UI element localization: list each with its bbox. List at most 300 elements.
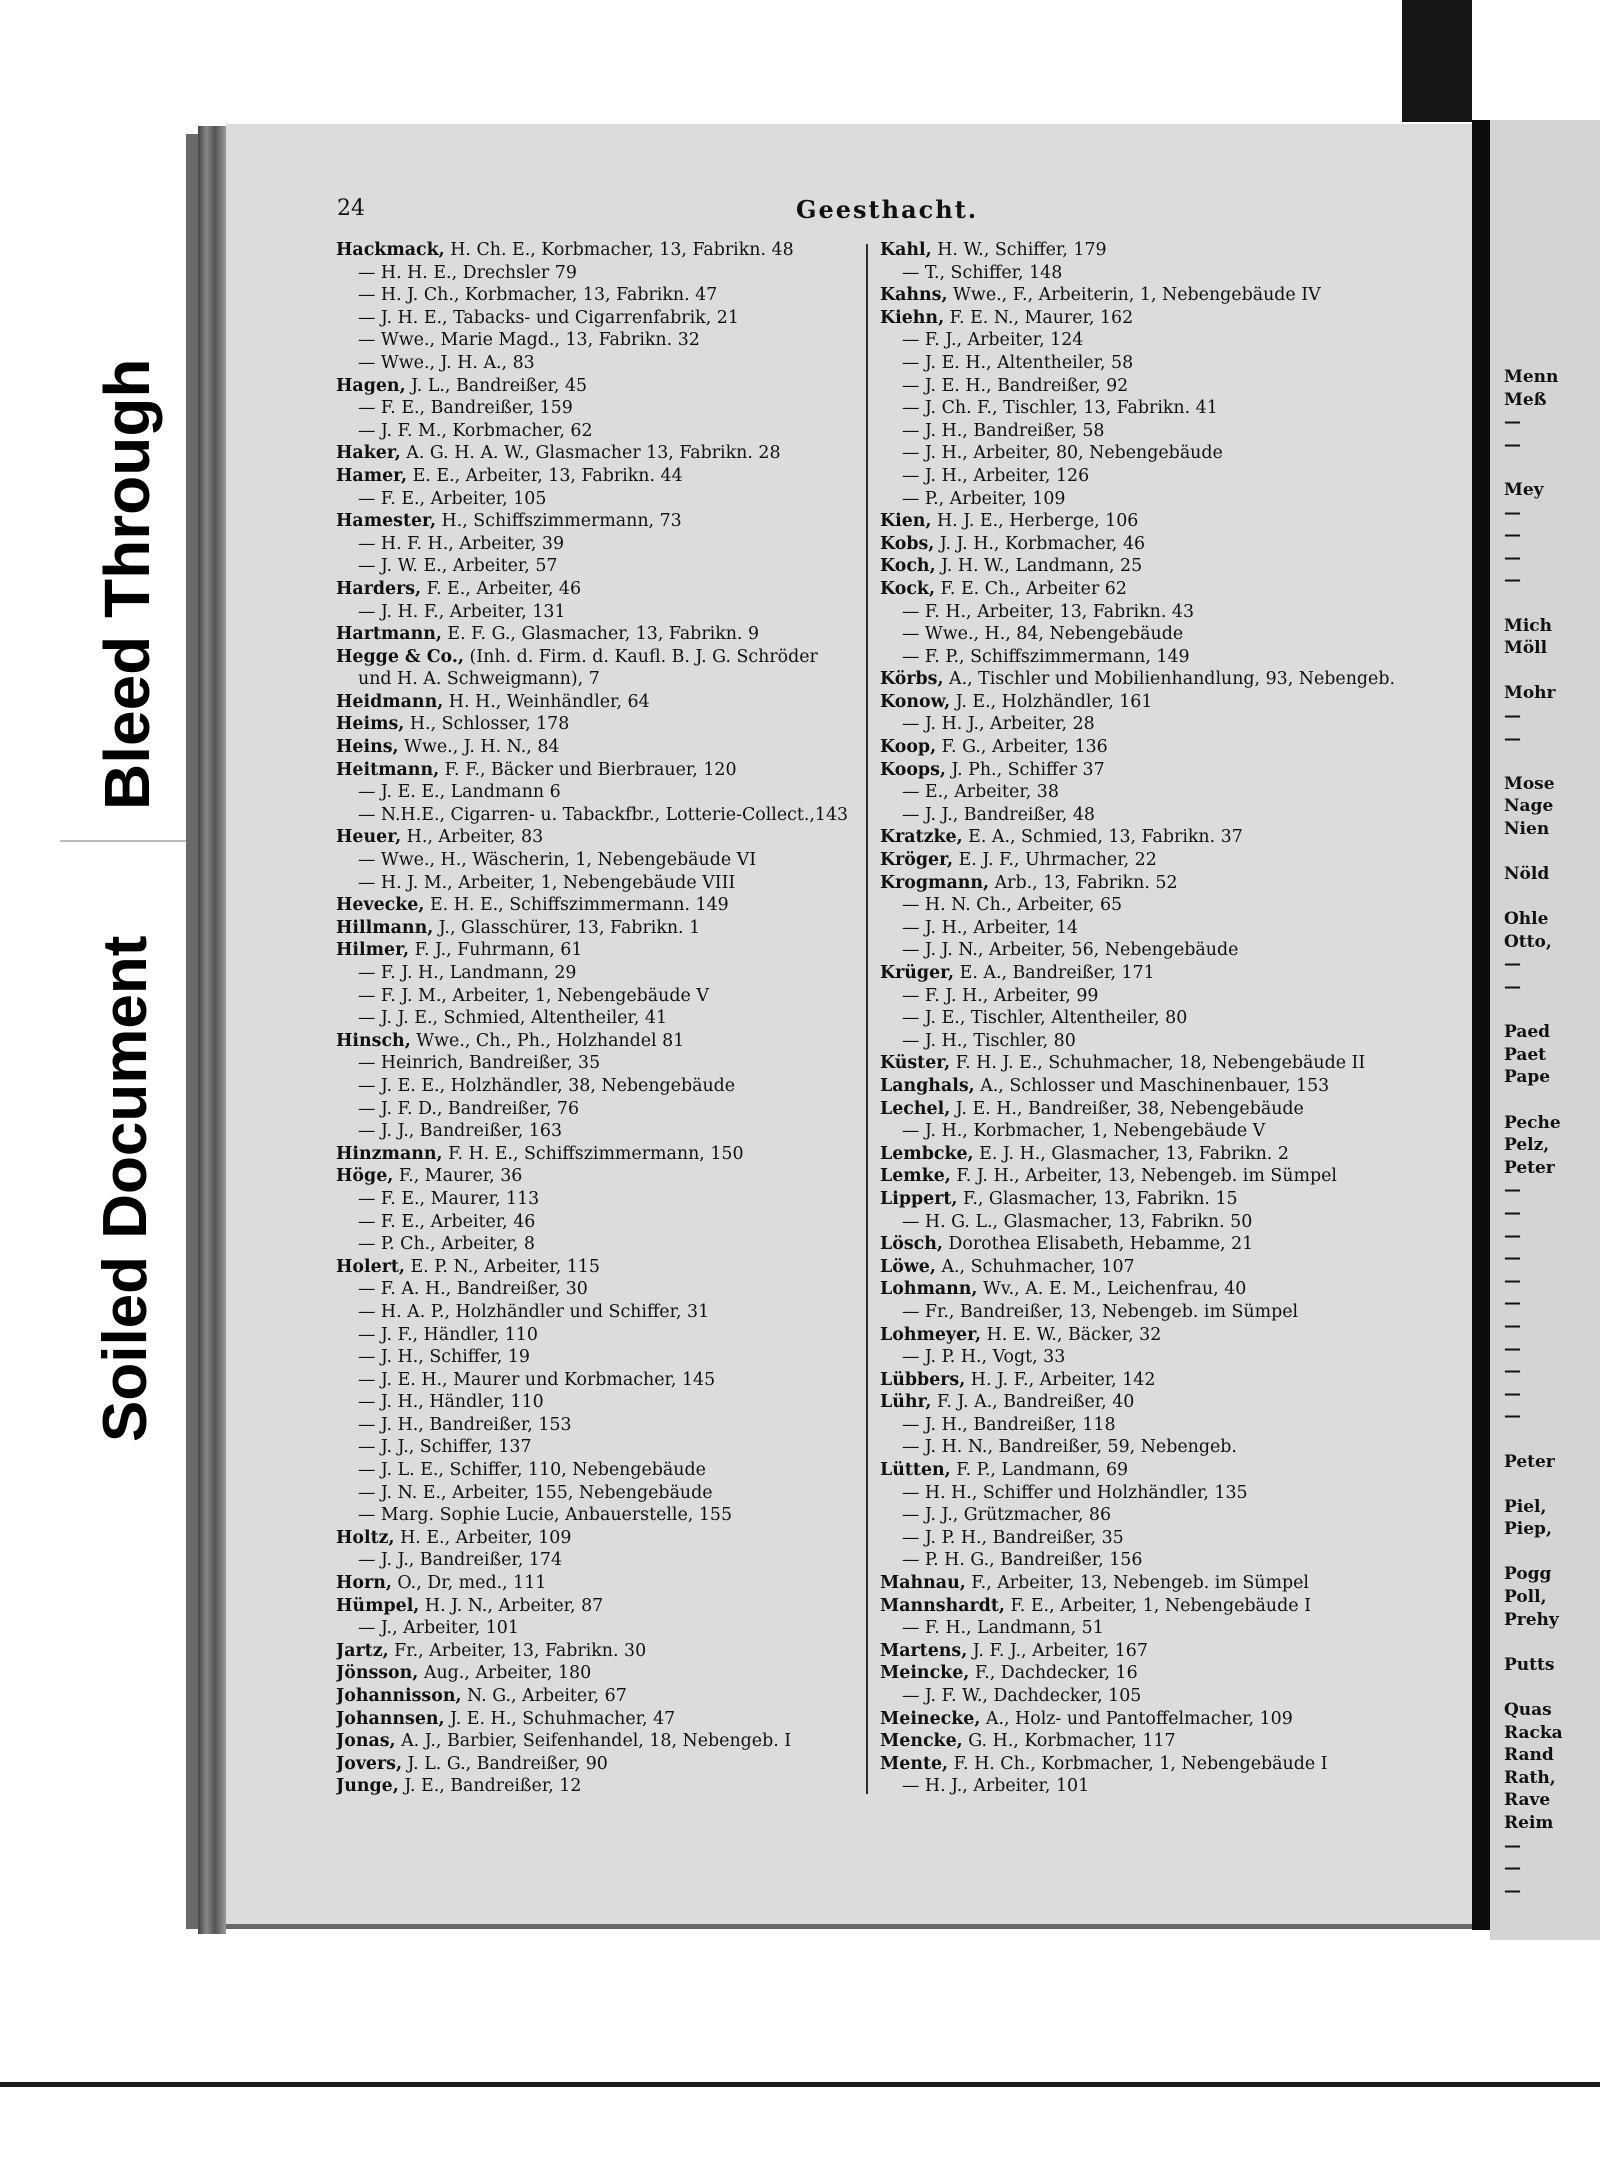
entry-details: Dorothea Elisabeth, Hebamme, 21 — [942, 1234, 1254, 1255]
entry-details: — H. J., Arbeiter, 101 — [902, 1776, 1090, 1797]
entry-details: — J. H., Händler, 110 — [358, 1392, 544, 1413]
entry-details: A. G. H. A. W., Glasmacher 13, Fabrikn. 28 — [400, 443, 781, 464]
directory-entry — [336, 668, 896, 691]
directory-entry — [880, 804, 1440, 827]
entry-surname: Holtz, — [336, 1527, 395, 1548]
directory-entry — [336, 1640, 896, 1663]
entry-details: E. A., Bandreißer, 171 — [954, 963, 1155, 983]
entry-surname: Jovers, — [336, 1753, 403, 1774]
entry-details: F. H. Ch., Korbmacher, 1, Nebengebäude I — [948, 1753, 1328, 1774]
directory-entry — [880, 1007, 1440, 1030]
directory-entry — [880, 555, 1440, 578]
entry-details: O., Dr, med., 111 — [391, 1573, 547, 1594]
running-head: Geesthacht. — [796, 195, 979, 224]
directory-entry — [336, 510, 896, 533]
next-page-fragment — [1504, 999, 1600, 1022]
next-page-fragment — [1504, 660, 1600, 683]
entry-details: — J. H. E., Tabacks- und Cigarrenfabrik, 21 — [358, 307, 739, 328]
entry-details: — J. E., Tischler, Altentheiler, 80 — [902, 1008, 1188, 1029]
next-page-fragment: — — [1504, 570, 1521, 591]
entry-details: A. J., Barbier, Seifenhandel, 18, Nebengeb. I — [395, 1731, 792, 1752]
directory-entry — [880, 849, 1440, 872]
directory-entry — [336, 1391, 896, 1414]
entry-details: — Wwe., Marie Magd., 13, Fabrikn. 32 — [358, 330, 700, 351]
directory-entry — [336, 239, 896, 262]
entry-details: H. J. E., Herberge, 106 — [931, 511, 1139, 532]
entry-details: — H. A. P., Holzhändler und Schiffer, 31 — [358, 1301, 710, 1322]
page-edges — [198, 126, 226, 1934]
next-page-fragment: Paed — [1504, 1022, 1551, 1043]
next-page-fragment — [1504, 886, 1600, 909]
entry-surname: Körbs, — [880, 669, 944, 690]
entry-details: Arb., 13, Fabrikn. 52 — [989, 872, 1178, 893]
next-page-fragment: Mohr — [1504, 683, 1556, 704]
entry-details: Wv., A. E. M., Leichenfrau, 40 — [977, 1279, 1247, 1300]
directory-entry — [336, 1549, 896, 1572]
book-gutter — [1472, 120, 1490, 1930]
entry-details: Wwe., J. H. N., 84 — [398, 737, 560, 758]
next-page-fragment: Otto, — [1504, 931, 1552, 952]
entry-details: F. H. J. E., Schuhmacher, 18, Nebengebäude II — [950, 1053, 1366, 1074]
directory-entry — [336, 1188, 896, 1211]
directory-entry — [880, 646, 1440, 669]
next-page-fragment: Peter — [1504, 1157, 1555, 1178]
entry-details: E. F. G., Glasmacher, 13, Fabrikn. 9 — [441, 624, 760, 645]
next-page — [1490, 120, 1600, 1940]
next-page-fragment — [1504, 1541, 1600, 1564]
directory-entry — [336, 555, 896, 578]
entry-details: H. E. W., Bäcker, 32 — [981, 1324, 1162, 1345]
directory-entry — [336, 1030, 896, 1053]
entry-details: E. J. H., Glasmacher, 13, Fabrikn. 2 — [973, 1143, 1289, 1164]
next-page-fragment: — — [1504, 1270, 1521, 1291]
entry-details: — J. H., Arbeiter, 126 — [902, 465, 1090, 486]
directory-entry — [336, 1775, 896, 1798]
next-page-fragment: — — [1504, 1293, 1521, 1314]
bleed-through-label: Bleed Through — [91, 358, 163, 810]
entry-details: — J. H., Arbeiter, 80, Nebengebäude — [902, 443, 1223, 464]
directory-entry — [336, 985, 896, 1008]
next-page-fragment: Peche — [1504, 1112, 1561, 1133]
directory-entry — [880, 668, 1440, 691]
entry-details: — F. A. H., Bandreißer, 30 — [358, 1279, 588, 1300]
directory-entry — [880, 894, 1440, 917]
entry-details: — Wwe., H., Wäscherin, 1, Nebengebäude VI — [358, 850, 757, 871]
entry-surname: Lohmann, — [880, 1279, 978, 1300]
next-page-fragment: — — [1504, 1858, 1521, 1879]
directory-entry — [336, 262, 896, 285]
directory-entry — [336, 713, 896, 736]
entry-details: — P., Arbeiter, 109 — [902, 488, 1066, 509]
entry-surname: Lechel, — [880, 1098, 951, 1119]
directory-entry — [336, 1075, 896, 1098]
entry-details: — J. E. E., Holzhändler, 38, Nebengebäude — [358, 1075, 736, 1096]
next-page-fragment: Nöld — [1504, 864, 1550, 885]
entry-surname: Kock, — [880, 578, 936, 599]
directory-entry — [336, 1482, 896, 1505]
entry-details: J. L., Bandreißer, 45 — [405, 375, 588, 396]
directory-entry — [336, 533, 896, 556]
next-page-fragment: Reim — [1504, 1813, 1554, 1833]
entry-surname: Lübbers, — [880, 1369, 966, 1390]
entry-surname: Kiehn, — [880, 307, 945, 328]
next-page-fragment — [1504, 1631, 1600, 1654]
entry-details: — P. H. G., Bandreißer, 156 — [902, 1550, 1143, 1571]
entry-details: J. L. G., Bandreißer, 90 — [402, 1753, 608, 1774]
directory-entry — [336, 1369, 896, 1392]
entry-details: — J. H., Korbmacher, 1, Nebengebäude V — [902, 1121, 1266, 1142]
next-page-fragment: — — [1504, 1361, 1521, 1382]
entry-details: — J. E. H., Bandreißer, 92 — [902, 375, 1129, 396]
next-page-fragment: — — [1504, 954, 1521, 975]
entry-details: E. P. N., Arbeiter, 115 — [404, 1256, 600, 1277]
entry-details: — F. H., Arbeiter, 13, Fabrikn. 43 — [902, 601, 1195, 622]
entry-surname: Lühr, — [880, 1392, 932, 1413]
entry-details: N. G., Arbeiter, 67 — [461, 1686, 627, 1706]
directory-entry — [880, 465, 1440, 488]
scan-dark-strip — [1402, 0, 1472, 122]
directory-entry — [880, 1211, 1440, 1234]
next-page-fragment: — — [1504, 1880, 1521, 1901]
next-page-fragment: Rave — [1504, 1790, 1551, 1811]
next-page-fragment: Mich — [1504, 615, 1552, 636]
entry-surname: Hilmer, — [336, 940, 410, 961]
entry-details: — H. F. H., Arbeiter, 39 — [358, 533, 565, 554]
entry-details: — J. L. E., Schiffer, 110, Nebengebäude — [358, 1460, 706, 1481]
entry-surname: Höge, — [336, 1166, 394, 1187]
next-page-fragment: Rath, — [1504, 1767, 1556, 1788]
entry-details: A., Schuhmacher, 107 — [935, 1256, 1135, 1277]
entry-details: — J. J. N., Arbeiter, 56, Nebengebäude — [902, 940, 1239, 961]
entry-surname: Langhals, — [880, 1075, 975, 1096]
entry-surname: Lohmeyer, — [880, 1324, 982, 1345]
entry-details: — J. N. E., Arbeiter, 155, Nebengebäude — [358, 1482, 713, 1503]
entry-details: H., Arbeiter, 83 — [401, 827, 544, 848]
entry-details: F. J. A., Bandreißer, 40 — [931, 1392, 1135, 1413]
next-page-fragment: — — [1504, 547, 1521, 568]
directory-entry — [880, 1301, 1440, 1324]
directory-entry — [880, 1482, 1440, 1505]
entry-details: — F. E., Arbeiter, 46 — [358, 1211, 536, 1232]
directory-entry — [336, 646, 896, 669]
directory-entry — [880, 1753, 1440, 1776]
next-page-fragment — [1504, 1473, 1600, 1496]
directory-entry — [880, 781, 1440, 804]
entry-details: — J. F., Händler, 110 — [358, 1324, 538, 1345]
entry-surname: Heims, — [336, 714, 405, 735]
directory-entry — [880, 1256, 1440, 1279]
directory-entry — [880, 939, 1440, 962]
next-page-fragment: Menn — [1504, 367, 1559, 387]
directory-entry — [880, 352, 1440, 375]
entry-details: — J. H., Bandreißer, 153 — [358, 1414, 572, 1435]
next-page-fragment: — — [1504, 1202, 1521, 1223]
entry-surname: Löwe, — [880, 1256, 936, 1277]
entry-details: F., Dachdecker, 16 — [969, 1663, 1138, 1684]
directory-entry — [880, 1030, 1440, 1053]
entry-surname: Heidmann, — [336, 691, 444, 712]
directory-entry — [880, 759, 1440, 782]
entry-details: J. E. H., Schuhmacher, 47 — [444, 1708, 676, 1729]
entry-details: G. H., Korbmacher, 117 — [962, 1731, 1176, 1752]
directory-entry — [880, 1640, 1440, 1663]
directory-entry — [880, 1595, 1440, 1618]
entry-details: — J. H. J., Arbeiter, 28 — [902, 714, 1095, 735]
entry-surname: Krogmann, — [880, 872, 990, 893]
next-page-fragment: Nien — [1504, 818, 1550, 839]
entry-details: J. F. J., Arbeiter, 167 — [967, 1640, 1148, 1661]
directory-entry — [336, 736, 896, 759]
entry-details: E. H. E., Schiffszimmermann. 149 — [424, 895, 729, 916]
right-column — [880, 239, 1440, 1798]
directory-entry — [880, 1527, 1440, 1550]
directory-entry — [336, 1098, 896, 1121]
directory-entry — [336, 1504, 896, 1527]
entry-details: — J. P. H., Vogt, 33 — [902, 1347, 1066, 1368]
next-page-fragment: Paet — [1504, 1044, 1547, 1065]
entry-details: — F. J. H., Arbeiter, 99 — [902, 985, 1099, 1006]
entry-surname: Harders, — [336, 578, 422, 599]
directory-entry — [336, 307, 896, 330]
next-page-fragment: — — [1504, 1180, 1521, 1201]
entry-details: — H. J. M., Arbeiter, 1, Nebengebäude VIII — [358, 872, 736, 893]
directory-entry — [336, 465, 896, 488]
next-page-fragment: — — [1504, 525, 1521, 546]
next-page-fragment: Quas — [1504, 1700, 1552, 1721]
entry-surname: Hevecke, — [336, 895, 425, 916]
directory-entry — [336, 1165, 896, 1188]
entry-details: Aug., Arbeiter, 180 — [418, 1663, 592, 1684]
entry-surname: Kratzke, — [880, 827, 963, 848]
directory-entry — [336, 1685, 896, 1708]
directory-entry — [336, 826, 896, 849]
directory-entry — [336, 1211, 896, 1234]
next-page-fragment — [1504, 456, 1600, 479]
entry-details: — F. E., Arbeiter, 105 — [358, 488, 547, 509]
next-page-fragment: — — [1504, 1225, 1521, 1246]
next-page-fragment: Pogg — [1504, 1564, 1552, 1585]
directory-entry — [336, 1459, 896, 1482]
directory-entry — [336, 1256, 896, 1279]
entry-surname: Jönsson, — [336, 1663, 419, 1684]
entry-details: — F. J. M., Arbeiter, 1, Nebengebäude V — [358, 985, 709, 1006]
entry-surname: Meinecke, — [880, 1708, 981, 1729]
entry-details: und H. A. Schweigmann), 7 — [358, 669, 600, 690]
entry-surname: Hartmann, — [336, 624, 442, 645]
directory-entry — [880, 1165, 1440, 1188]
next-page-fragment: — — [1504, 1835, 1521, 1856]
entry-details: — J. H. N., Bandreißer, 59, Nebengeb. — [902, 1437, 1237, 1458]
entry-surname: Konow, — [880, 691, 951, 712]
directory-entry — [880, 1436, 1440, 1459]
directory-entry — [880, 1685, 1440, 1708]
directory-entry — [336, 781, 896, 804]
next-page-fragment: Ohle — [1504, 909, 1549, 930]
directory-entry — [336, 1662, 896, 1685]
entry-surname: Lemke, — [880, 1166, 951, 1187]
next-page-fragment: — — [1504, 412, 1521, 433]
next-page-fragment — [1504, 1676, 1600, 1699]
directory-entry — [880, 1414, 1440, 1437]
directory-entry — [880, 578, 1440, 601]
entry-details: — F. J., Arbeiter, 124 — [902, 330, 1084, 351]
entry-surname: Kröger, — [880, 850, 954, 871]
entry-details: — J. Ch. F., Tischler, 13, Fabrikn. 41 — [902, 398, 1218, 419]
entry-surname: Hegge & Co., — [336, 646, 464, 667]
entry-surname: Koops, — [880, 759, 946, 780]
entry-details: — J. E. H., Maurer und Korbmacher, 145 — [358, 1369, 716, 1390]
entry-surname: Koch, — [880, 556, 936, 577]
entry-details: F. E., Arbeiter, 1, Nebengebäude I — [1004, 1595, 1311, 1616]
entry-details: — H. G. L., Glasmacher, 13, Fabrikn. 50 — [902, 1211, 1253, 1232]
directory-entry — [880, 601, 1440, 624]
directory-entry — [336, 352, 896, 375]
entry-details: — J. W. E., Arbeiter, 57 — [358, 556, 558, 577]
directory-entry — [880, 1278, 1440, 1301]
directory-entry — [880, 1075, 1440, 1098]
next-page-fragment: Möll — [1504, 638, 1548, 659]
next-page-fragment: Mose — [1504, 773, 1555, 794]
entry-details: — J. J. E., Schmied, Altentheiler, 41 — [358, 1008, 668, 1029]
directory-entry — [880, 533, 1440, 556]
directory-entry — [880, 1188, 1440, 1211]
entry-details: — J. F. M., Korbmacher, 62 — [358, 420, 593, 441]
entry-details: — H. N. Ch., Arbeiter, 65 — [902, 895, 1123, 916]
entry-details: J. E. H., Bandreißer, 38, Nebengebäude — [950, 1098, 1304, 1119]
next-page-fragment: Peter — [1504, 1451, 1555, 1472]
directory-entry — [336, 1572, 896, 1595]
directory-entry — [880, 826, 1440, 849]
entry-surname: Horn, — [336, 1573, 392, 1594]
entry-surname: Hamester, — [336, 511, 437, 532]
entry-surname: Küster, — [880, 1053, 951, 1074]
directory-entry — [336, 623, 896, 646]
directory-entry — [880, 1369, 1440, 1392]
directory-entry — [336, 1007, 896, 1030]
entry-details: — F. P., Schiffszimmermann, 149 — [902, 646, 1190, 667]
directory-entry — [880, 917, 1440, 940]
entry-details: — Wwe., J. H. A., 83 — [358, 352, 535, 373]
directory-entry — [880, 329, 1440, 352]
entry-details: — J. H., Arbeiter, 14 — [902, 917, 1079, 938]
entry-details: — E., Arbeiter, 38 — [902, 782, 1059, 803]
entry-surname: Johannsen, — [336, 1708, 445, 1729]
directory-entry — [336, 759, 896, 782]
entry-details: A., Tischler und Mobilienhandlung, 93, Nebengeb. — [943, 669, 1395, 690]
entry-surname: Heitmann, — [336, 759, 440, 780]
entry-details: A., Holz- und Pantoffelmacher, 109 — [980, 1708, 1293, 1729]
directory-entry — [880, 488, 1440, 511]
next-page-fragment: Piel, — [1504, 1496, 1547, 1517]
entry-details: — H. J. Ch., Korbmacher, 13, Fabrikn. 47 — [358, 285, 718, 306]
entry-details: F. F., Bäcker und Bierbrauer, 120 — [439, 759, 737, 780]
directory-entry — [880, 1391, 1440, 1414]
entry-details: — Fr., Bandreißer, 13, Nebengeb. im Sümpel — [902, 1301, 1299, 1322]
directory-entry — [336, 442, 896, 465]
entry-details: — Heinrich, Bandreißer, 35 — [358, 1053, 601, 1074]
entry-details: — J. H., Schiffer, 19 — [358, 1347, 530, 1368]
entry-details: — H. H., Schiffer und Holzhändler, 135 — [902, 1482, 1248, 1503]
entry-surname: Kahl, — [880, 240, 932, 260]
entry-details: E. A., Schmied, 13, Fabrikn. 37 — [962, 827, 1243, 848]
entry-surname: Heins, — [336, 737, 399, 758]
entry-details: J., Glasschürer, 13, Fabrikn. 1 — [433, 917, 701, 938]
entry-details: F., Arbeiter, 13, Nebengeb. im Sümpel — [965, 1573, 1309, 1594]
entry-surname: Holert, — [336, 1256, 405, 1277]
directory-entry — [336, 849, 896, 872]
directory-entry — [880, 1052, 1440, 1075]
entry-details: — J. F. W., Dachdecker, 105 — [902, 1686, 1142, 1706]
directory-entry — [336, 894, 896, 917]
entry-details: F. J., Fuhrmann, 61 — [409, 940, 583, 961]
directory-entry — [880, 1572, 1440, 1595]
entry-surname: Hümpel, — [336, 1595, 420, 1616]
entry-surname: Mahnau, — [880, 1573, 966, 1594]
entry-details: F. P., Landmann, 69 — [950, 1460, 1129, 1481]
directory-entry — [880, 1120, 1440, 1143]
next-page-fragment: Rand — [1504, 1745, 1554, 1766]
next-page-fragment: Racka — [1504, 1722, 1563, 1743]
entry-surname: Hamer, — [336, 465, 408, 486]
entry-details: — J. F. D., Bandreißer, 76 — [358, 1098, 580, 1119]
column-divider — [866, 244, 868, 1794]
directory-entry — [336, 1595, 896, 1618]
entry-details: — J. H., Tischler, 80 — [902, 1030, 1076, 1051]
entry-details: (Inh. d. Firm. d. Kaufl. B. J. G. Schröder — [463, 646, 818, 667]
entry-surname: Lembcke, — [880, 1143, 974, 1164]
entry-details: H. W., Schiffer, 179 — [931, 240, 1107, 260]
directory-entry — [336, 872, 896, 895]
page-number: 24 — [337, 196, 365, 221]
directory-entry — [880, 1775, 1440, 1798]
entry-details: F. E. Ch., Arbeiter 62 — [935, 578, 1127, 599]
directory-entry — [880, 691, 1440, 714]
next-page-fragment: Mey — [1504, 479, 1544, 500]
next-page-fragment — [1504, 840, 1600, 863]
entry-details: — J. P. H., Bandreißer, 35 — [902, 1527, 1124, 1548]
directory-entry — [336, 397, 896, 420]
entry-details: F. G., Arbeiter, 136 — [936, 737, 1108, 758]
entry-details: — J. J., Bandreißer, 48 — [902, 804, 1095, 825]
entry-details: H. E., Arbeiter, 109 — [394, 1527, 572, 1548]
directory-entry — [336, 1617, 896, 1640]
entry-details: J. J. H., Korbmacher, 46 — [934, 533, 1146, 554]
entry-details: — J. J., Schiffer, 137 — [358, 1437, 532, 1458]
entry-details: E. E., Arbeiter, 13, Fabrikn. 44 — [407, 465, 683, 486]
directory-entry — [336, 488, 896, 511]
directory-entry — [336, 420, 896, 443]
directory-entry — [880, 1730, 1440, 1753]
entry-details: — F. H., Landmann, 51 — [902, 1618, 1104, 1639]
directory-entry — [880, 1617, 1440, 1640]
entry-details: H. H., Weinhändler, 64 — [443, 691, 650, 712]
entry-details: F., Glasmacher, 13, Fabrikn. 15 — [957, 1188, 1238, 1209]
directory-entry — [336, 1301, 896, 1324]
directory-entry — [880, 1549, 1440, 1572]
entry-details: — J. J., Bandreißer, 163 — [358, 1121, 563, 1142]
directory-entry — [336, 1436, 896, 1459]
directory-entry — [336, 601, 896, 624]
entry-details: H. J. F., Arbeiter, 142 — [965, 1369, 1156, 1390]
scan-top-margin — [0, 0, 1600, 115]
next-page-fragment: — — [1504, 1406, 1521, 1427]
entry-details: E. J. F., Uhrmacher, 22 — [953, 850, 1157, 871]
directory-entry — [336, 1233, 896, 1256]
directory-entry — [336, 578, 896, 601]
directory-entry — [880, 239, 1440, 262]
directory-entry — [336, 1708, 896, 1731]
directory-entry — [336, 1346, 896, 1369]
